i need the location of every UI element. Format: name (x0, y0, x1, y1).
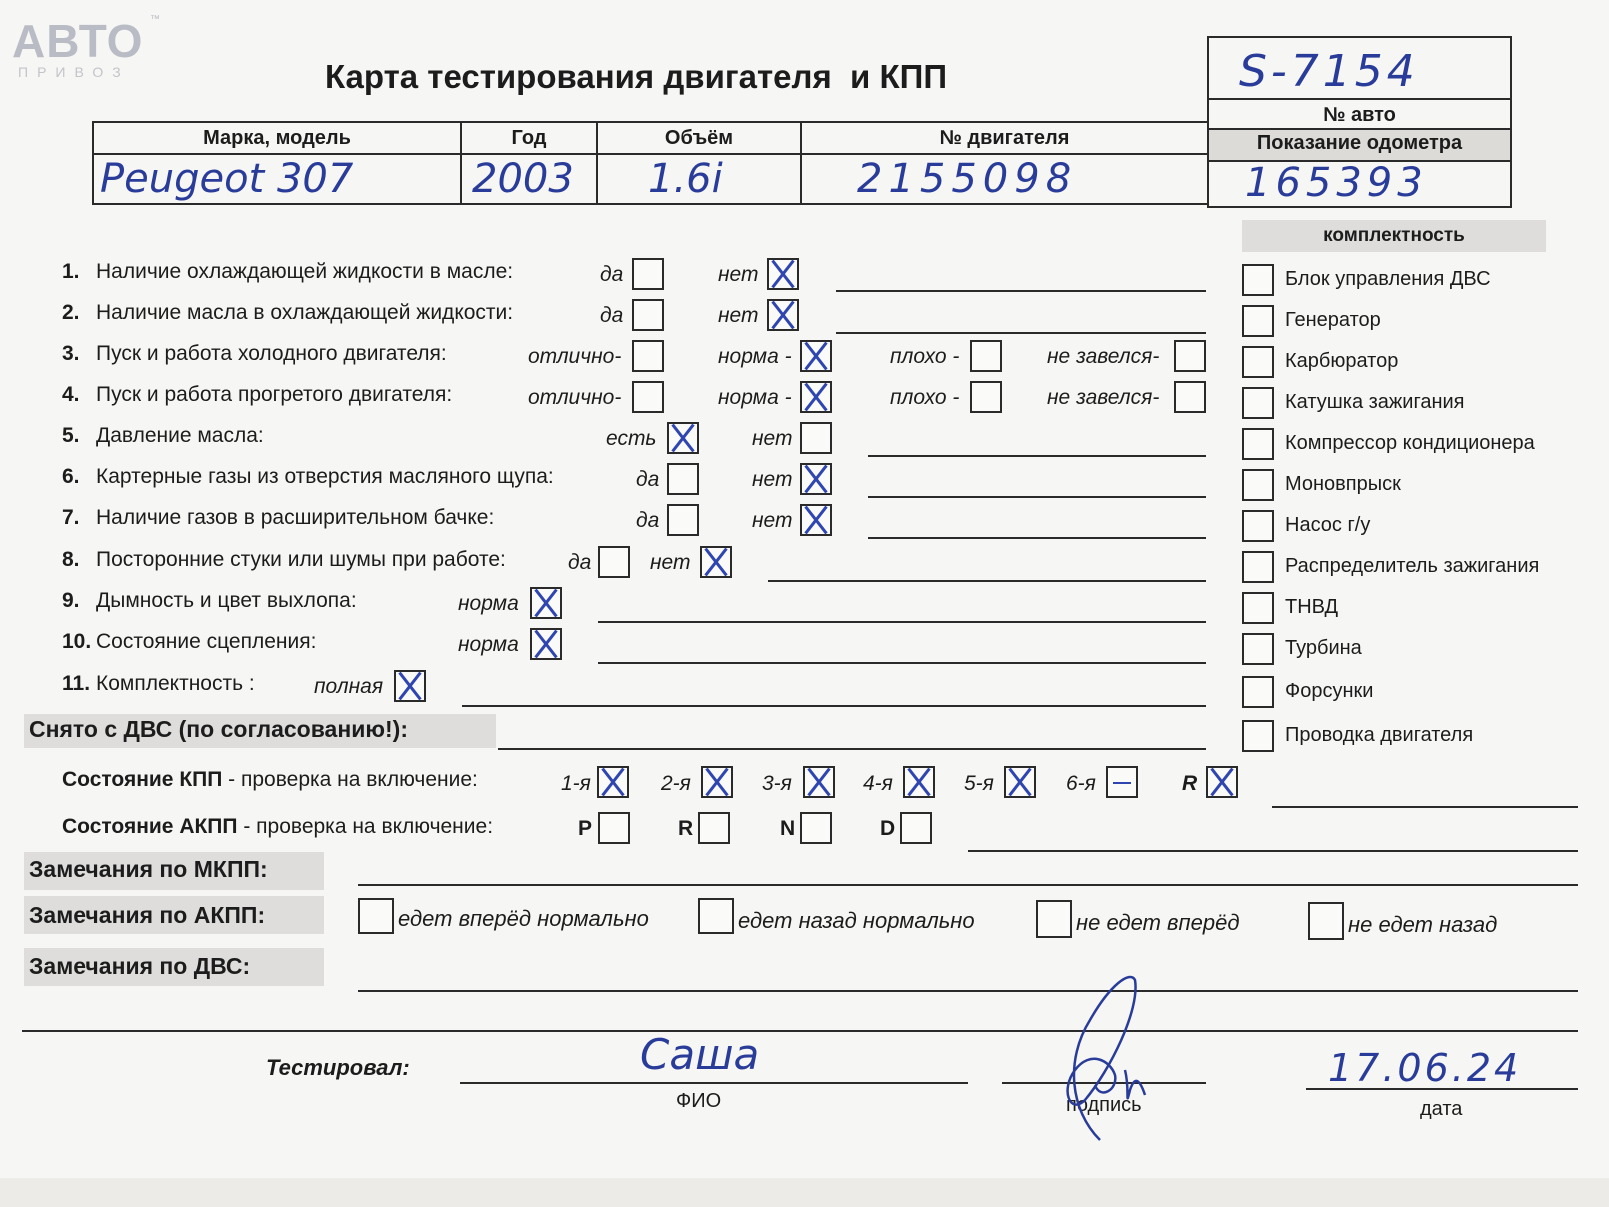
checkbox[interactable] (598, 546, 630, 578)
logo-tm: ™ (150, 14, 160, 25)
option-label: не завелся- (1047, 345, 1160, 368)
checkbox[interactable] (1174, 340, 1206, 372)
checkbox[interactable] (667, 504, 699, 536)
mode-label: N (780, 817, 796, 840)
car-number-box (1207, 36, 1512, 208)
completeness-checkbox[interactable] (1242, 720, 1274, 752)
completeness-item: Катушка зажигания (1285, 391, 1465, 413)
completeness-item: Проводка двигателя (1285, 724, 1474, 746)
item-number: 5. (62, 424, 80, 447)
separator-line (22, 1030, 1578, 1032)
option-label: нет (718, 263, 759, 286)
gear-checkbox[interactable] (803, 766, 835, 798)
mode-checkbox[interactable] (900, 812, 932, 844)
option-label: плохо - (890, 386, 960, 409)
answer-line (836, 290, 1206, 292)
item-text: Комплектность : (96, 672, 255, 695)
remark-mkpp-label: Замечания по МКПП: (29, 856, 268, 882)
tested-label: Тестировал: (266, 1055, 410, 1080)
checkbox-checked[interactable] (800, 504, 832, 536)
completeness-checkbox[interactable] (1242, 346, 1274, 378)
completeness-checkbox[interactable] (1242, 551, 1274, 583)
item-text: Картерные газы из отверстия масляного щупа: (96, 465, 554, 488)
completeness-checkbox[interactable] (1242, 305, 1274, 337)
item-text: Посторонние стуки или шумы при работе: (96, 548, 506, 571)
checkbox-checked[interactable] (700, 546, 732, 578)
completeness-item: Форсунки (1285, 680, 1374, 702)
item-text: Дымность и цвет выхлопа: (96, 589, 357, 612)
answer-line (868, 455, 1206, 457)
checkbox-checked[interactable] (767, 258, 799, 290)
completeness-checkbox[interactable] (1242, 676, 1274, 708)
gear-checkbox[interactable] (1004, 766, 1036, 798)
item-number: 2. (62, 301, 80, 324)
gear-label: 4-я (863, 772, 893, 795)
completeness-checkbox[interactable] (1242, 469, 1274, 501)
checkbox[interactable] (632, 340, 664, 372)
kpp-label-bold: Состояние КПП (62, 768, 223, 791)
header-model: Марка, модель (93, 122, 461, 154)
item-text: Пуск и работа холодного двигателя: (96, 342, 447, 365)
completeness-item: Карбюратор (1285, 350, 1399, 372)
signature-label: подпись (1066, 1094, 1142, 1116)
checkbox[interactable] (970, 340, 1002, 372)
item-text: Наличие охлаждающей жидкости в масле: (96, 260, 514, 283)
date-label: дата (1420, 1098, 1463, 1120)
akpp-remark-option: едет назад нормально (738, 908, 975, 933)
checkbox[interactable] (1174, 381, 1206, 413)
answer-line (868, 537, 1206, 539)
checkbox-checked[interactable] (394, 670, 426, 702)
akpp-remark-checkbox[interactable] (1308, 902, 1344, 940)
option-label: отлично- (528, 345, 622, 368)
vehicle-table (92, 121, 1209, 205)
completeness-item: Генератор (1285, 309, 1381, 331)
checkbox-checked[interactable] (767, 299, 799, 331)
kpp-label (62, 768, 478, 792)
option-label: да (568, 551, 592, 574)
header-year: Год (461, 122, 597, 154)
checkbox-checked[interactable] (667, 422, 699, 454)
answer-line (768, 580, 1206, 582)
completeness-checkbox[interactable] (1242, 428, 1274, 460)
option-label: норма - (718, 345, 792, 368)
value-model: Peugeot 307 (93, 154, 461, 204)
completeness-checkbox[interactable] (1242, 592, 1274, 624)
option-label: норма (458, 592, 519, 615)
checkbox[interactable] (632, 381, 664, 413)
date-line (1306, 1088, 1578, 1090)
kpp-line (1272, 806, 1578, 808)
odometer-label: Показание одометра (1256, 132, 1463, 154)
akpp-line (968, 850, 1578, 852)
option-label: полная (314, 675, 384, 698)
item-number: 1. (62, 260, 80, 283)
completeness-item: ТНВД (1285, 596, 1339, 618)
option-label: плохо - (890, 345, 960, 368)
completeness-checkbox[interactable] (1242, 387, 1274, 419)
option-label: нет (752, 427, 793, 450)
car-number-label: № авто (1323, 104, 1396, 126)
option-label: да (600, 263, 624, 286)
akpp-remark-option: не едет назад (1348, 912, 1498, 937)
gear-label: 5-я (964, 772, 994, 795)
item-text: Состояние сцепления: (96, 630, 317, 653)
gear-checkbox[interactable] (1206, 766, 1238, 798)
logo-text: АВТО (12, 15, 144, 67)
item-number: 7. (62, 506, 80, 529)
car-number-divider (1209, 98, 1510, 100)
checkbox-checked[interactable] (800, 463, 832, 495)
completeness-item: Турбина (1285, 637, 1362, 659)
item-number: 8. (62, 548, 80, 571)
gear-label: 1-я (561, 772, 591, 795)
logo (12, 14, 160, 80)
gear-checkbox[interactable] (701, 766, 733, 798)
akpp-label-rest: - проверка на включение: (237, 815, 494, 838)
header-engine-no: № двигателя (801, 122, 1208, 154)
item-number: 10. (62, 630, 92, 653)
answer-line (598, 621, 1206, 623)
checkbox[interactable] (667, 463, 699, 495)
mode-checkbox[interactable] (698, 812, 730, 844)
option-label: не завелся- (1047, 386, 1160, 409)
removed-label: Снято с ДВС (по согласованию!): (29, 716, 408, 742)
akpp-label-bold: Состояние АКПП (62, 815, 238, 838)
option-label: норма (458, 633, 519, 656)
checkbox[interactable] (632, 299, 664, 331)
completeness-item: Блок управления ДВС (1285, 268, 1491, 290)
akpp-remark-checkbox[interactable] (1036, 900, 1072, 938)
option-label: нет (752, 468, 793, 491)
gear-label: 6-я (1066, 772, 1096, 795)
kpp-label-rest: - проверка на включение: (222, 768, 478, 791)
completeness-title: комплектность (1323, 225, 1465, 246)
signature-icon (1030, 950, 1180, 1150)
value-year: 2003 (461, 154, 597, 204)
answer-line (868, 496, 1206, 498)
tester-name: Саша (640, 1030, 760, 1079)
option-label: норма - (718, 386, 792, 409)
completeness-item: Распределитель зажигания (1285, 555, 1540, 577)
completeness-checkbox[interactable] (1242, 633, 1274, 665)
remark-akpp-label: Замечания по АКПП: (29, 902, 266, 928)
gear-checkbox[interactable] (1106, 766, 1138, 798)
header-volume: Объём (597, 122, 801, 154)
mode-label: D (880, 817, 896, 840)
value-engine-no: 2155098 (801, 154, 1208, 204)
item-number: 6. (62, 465, 80, 488)
checkbox[interactable] (632, 258, 664, 290)
option-label: отлично- (528, 386, 622, 409)
gear-checkbox[interactable] (903, 766, 935, 798)
remark-mkpp-line (358, 884, 1578, 886)
remark-dvs-line (358, 990, 1578, 992)
item-number: 9. (62, 589, 80, 612)
akpp-remark-checkbox[interactable] (358, 898, 394, 934)
checkbox[interactable] (970, 381, 1002, 413)
mode-checkbox[interactable] (800, 812, 832, 844)
checkbox[interactable] (800, 422, 832, 454)
answer-line (462, 705, 1206, 707)
fio-label: ФИО (676, 1090, 722, 1112)
checkbox-checked[interactable] (530, 587, 562, 619)
removed-line (498, 748, 1206, 750)
completeness-item: Моновпрыск (1285, 473, 1401, 495)
gear-label: R (1182, 772, 1198, 795)
option-label: есть (606, 427, 657, 450)
checkbox-checked[interactable] (530, 628, 562, 660)
akpp-remark-option: не едет вперёд (1076, 910, 1240, 935)
completeness-item: Насос г/у (1285, 514, 1371, 536)
checkbox-checked[interactable] (800, 340, 832, 372)
mode-checkbox[interactable] (598, 812, 630, 844)
item-text: Пуск и работа прогретого двигателя: (96, 383, 453, 406)
item-number: 4. (62, 383, 80, 406)
odometer-value: 165393 (1245, 160, 1428, 206)
mode-label: P (578, 817, 593, 840)
option-label: да (600, 304, 624, 327)
fio-line (460, 1082, 968, 1084)
akpp-remark-option: едет вперёд нормально (398, 906, 649, 931)
akpp-label (62, 815, 493, 839)
car-number-value: S-7154 (1239, 46, 1419, 97)
gear-label: 3-я (762, 772, 792, 795)
akpp-remark-checkbox[interactable] (698, 898, 734, 934)
answer-line (598, 662, 1206, 664)
option-label: нет (752, 509, 793, 532)
option-label: нет (718, 304, 759, 327)
checkbox-checked[interactable] (800, 381, 832, 413)
mode-label: R (678, 817, 694, 840)
logo-subtext: ПРИВОЗ (18, 64, 130, 80)
completeness-checkbox[interactable] (1242, 264, 1274, 296)
option-label: да (636, 509, 660, 532)
remark-dvs-label: Замечания по ДВС: (29, 953, 251, 979)
gear-label: 2-я (661, 772, 691, 795)
date-value: 17.06.24 (1328, 1046, 1522, 1090)
item-text: Давление масла: (96, 424, 264, 447)
option-label: нет (650, 551, 691, 574)
gear-checkbox[interactable] (597, 766, 629, 798)
answer-line (836, 332, 1206, 334)
item-text: Наличие масла в охлаждающей жидкости: (96, 301, 514, 324)
item-number: 3. (62, 342, 80, 365)
completeness-item: Компрессор кондиционера (1285, 432, 1535, 454)
item-text: Наличие газов в расширительном бачке: (96, 506, 495, 529)
value-volume: 1.6i (597, 154, 801, 204)
item-number: 11. (62, 672, 91, 695)
completeness-checkbox[interactable] (1242, 510, 1274, 542)
option-label: да (636, 468, 660, 491)
page-title: Карта тестирования двигателя и КПП (325, 58, 948, 95)
